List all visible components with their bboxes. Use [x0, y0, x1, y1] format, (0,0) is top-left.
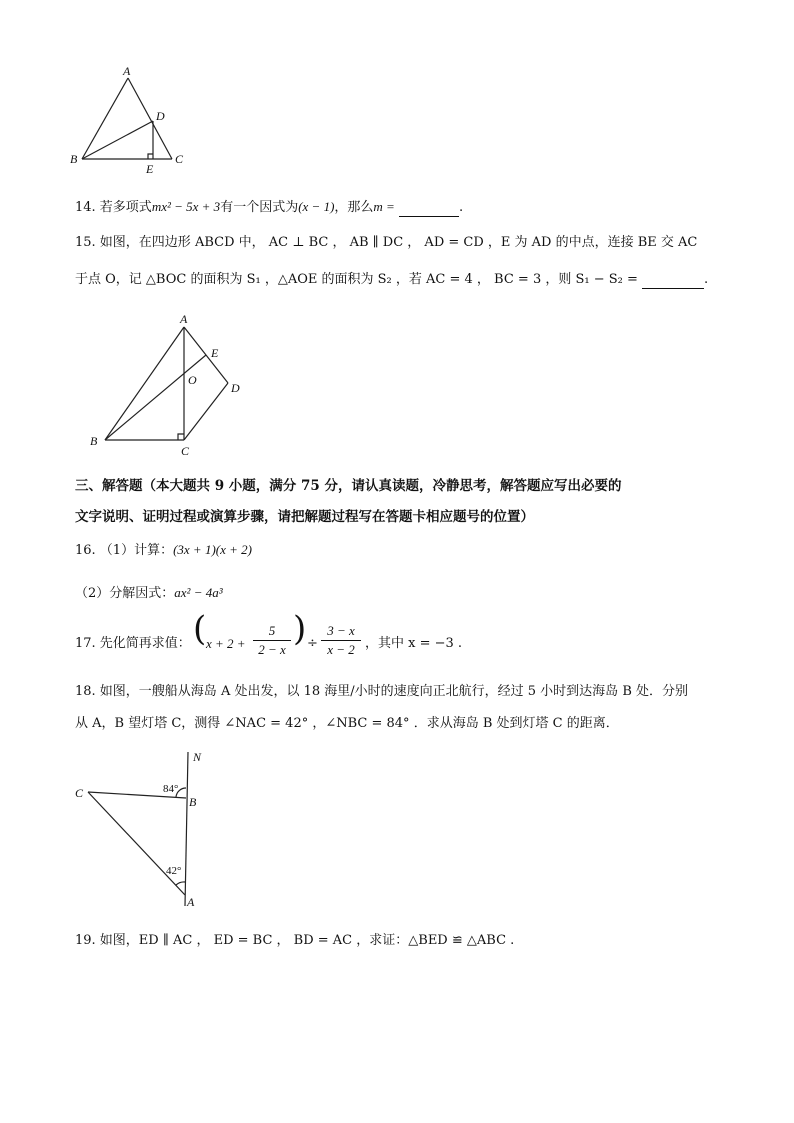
label-d: D	[231, 381, 240, 395]
label-c: C	[175, 152, 184, 166]
edge-dc	[184, 383, 228, 440]
label-a: A	[187, 895, 195, 909]
label-a: A	[123, 64, 131, 78]
q14-end: .	[458, 200, 464, 215]
q14-var: m =	[373, 199, 395, 214]
question-16-part1	[75, 541, 252, 560]
label-c: C	[181, 444, 190, 458]
angle-label-84: 84°	[163, 783, 179, 795]
q14-expr: mx² − 5x + 3	[151, 199, 221, 214]
figure-quadrilateral-abcd	[80, 305, 260, 465]
q17-left-term: x + 2 +	[206, 636, 246, 651]
q17-frac1-den: 2 − x	[258, 642, 286, 657]
q17-frac2-den: x − 2	[327, 642, 355, 657]
q14-factor: (x − 1)	[298, 199, 335, 214]
question-16-part2	[75, 584, 223, 603]
q14-suffix: ，那么	[334, 200, 374, 215]
label-c: C	[75, 786, 84, 800]
question-15-line1: 15. 如图，在四边形 ABCD 中， AC ⊥ BC ， AB ∥ DC ， AD = CD ，E 为 AD 的中点，连接 BE 交 AC	[75, 235, 698, 250]
right-angle-mark	[178, 434, 184, 440]
section-3-heading-line2: 文字说明、证明过程或演算步骤，请把解题过程写在答题卡相应题号的位置）	[75, 509, 534, 525]
label-n: N	[193, 750, 202, 764]
angle-arc-a	[176, 882, 185, 885]
angle-label-42: 42°	[166, 865, 182, 877]
q17-paren-left: (	[193, 609, 207, 649]
question-19: 19. 如图，ED ∥ AC ， ED = BC ， BD = AC ，求证：△BED ≌ △ABC .	[75, 933, 515, 948]
figure-triangle-abc	[60, 62, 200, 180]
label-b: B	[90, 434, 98, 448]
label-a: A	[180, 312, 188, 326]
label-e: E	[211, 346, 219, 360]
q14-prefix: 14. 若多项式	[75, 200, 152, 215]
q17-frac2	[321, 622, 361, 659]
label-b: B	[189, 795, 197, 809]
edge-ca	[88, 792, 185, 895]
q17-tail: ，其中 x = −3 .	[365, 636, 463, 651]
north-line	[185, 752, 188, 906]
q15-end: .	[704, 272, 709, 287]
edge-ac	[128, 78, 172, 159]
q17-div: ÷	[307, 636, 318, 651]
q14-mid: 有一个因式为	[220, 200, 299, 215]
q16-part1-label: 16. （1）计算：	[75, 543, 174, 558]
q16-part2-expr: ax² − 4a³	[174, 585, 223, 600]
answer-blank	[642, 274, 704, 289]
q17-frac2-num: 3 − x	[321, 622, 361, 641]
question-18-line1: 18. 如图，一艘船从海岛 A 处出发，以 18 海里/小时的速度向正北航行，经过 5 小时到达海岛 B 处．分别	[75, 684, 689, 699]
answer-blank	[399, 202, 459, 217]
question-15-line2	[75, 271, 708, 289]
q17-paren-right: )	[293, 609, 307, 649]
q17-frac1-num: 5	[253, 622, 291, 641]
section-3-heading-line1: 三、解答题（本大题共 9 小题，满分 75 分，请认真读题，冷静思考，解答题应写出必要的	[75, 478, 622, 494]
label-d: D	[156, 109, 165, 123]
figure-lighthouse	[70, 748, 220, 913]
label-o: O	[188, 373, 197, 387]
q15-line2-text: 于点 O，记 △BOC 的面积为 S₁ ，△AOE 的面积为 S₂ ，若 AC = 4 ， BC = 3 ，则 S₁ − S₂ =	[75, 272, 638, 287]
right-angle-mark	[148, 154, 153, 159]
q16-part2-label: （2）分解因式：	[75, 586, 175, 601]
q16-part1-expr: (3x + 1)(x + 2)	[173, 542, 252, 557]
q17-label: 17. 先化简再求值：	[75, 636, 191, 651]
q17-frac1	[253, 622, 291, 659]
question-18-line2: 从 A，B 望灯塔 C，测得 ∠NAC = 42° ，∠NBC = 84° ．求从海岛 B 处到灯塔 C 的距离．	[75, 716, 619, 731]
label-b: B	[70, 152, 78, 166]
label-e: E	[146, 162, 154, 176]
question-14	[75, 198, 463, 217]
